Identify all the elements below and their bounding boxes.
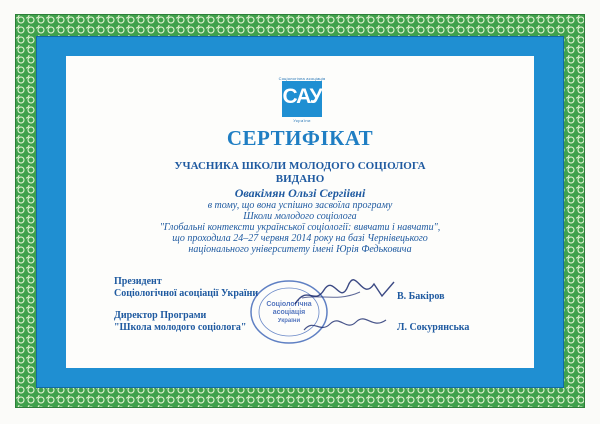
director-org: "Школа молодого соціолога" [114,322,247,333]
stamp-line-2: асоціація [272,309,306,316]
recipient-name: Овакімян Ользі Сергіівні [234,186,366,200]
body-line-4: що проходила 24–27 червня 2014 року на базі Чернівецького [172,233,428,244]
body-line-2: Школи молодого соціолога [243,211,357,222]
association-logo [276,76,328,124]
president-org: Соціологічної асоціації України [114,288,259,299]
stamp-line-1: Соціологічна [266,301,312,308]
stamp-line-3: України [277,318,301,324]
president-signature [290,276,400,316]
president-title: Президент [114,276,162,287]
president-name: В. Бакіров [397,291,445,302]
logo-top-text: Соціологічна асоціація [278,76,326,81]
director-signature [300,314,390,336]
logo-bottom-text: України [293,118,311,123]
director-name: Л. Сокурянська [397,322,470,333]
body-line-3: "Глобальні контексти української соціології: вивчати і навчати", [159,222,441,233]
certificate-title: СЕРТИФІКАТ [226,126,374,150]
body-line-5: національного університету імені Юрія Федьковича [188,244,412,255]
director-title: Директор Програми [114,310,207,321]
body-line-1: в тому, що вона успішно засвоїла програму [207,200,393,211]
logo-main-text: САУ [282,85,322,108]
issued-to-line: УЧАСНИКА ШКОЛИ МОЛОДОГО СОЦІОЛОГА [174,160,426,172]
issued-line: ВИДАНО [275,173,325,185]
